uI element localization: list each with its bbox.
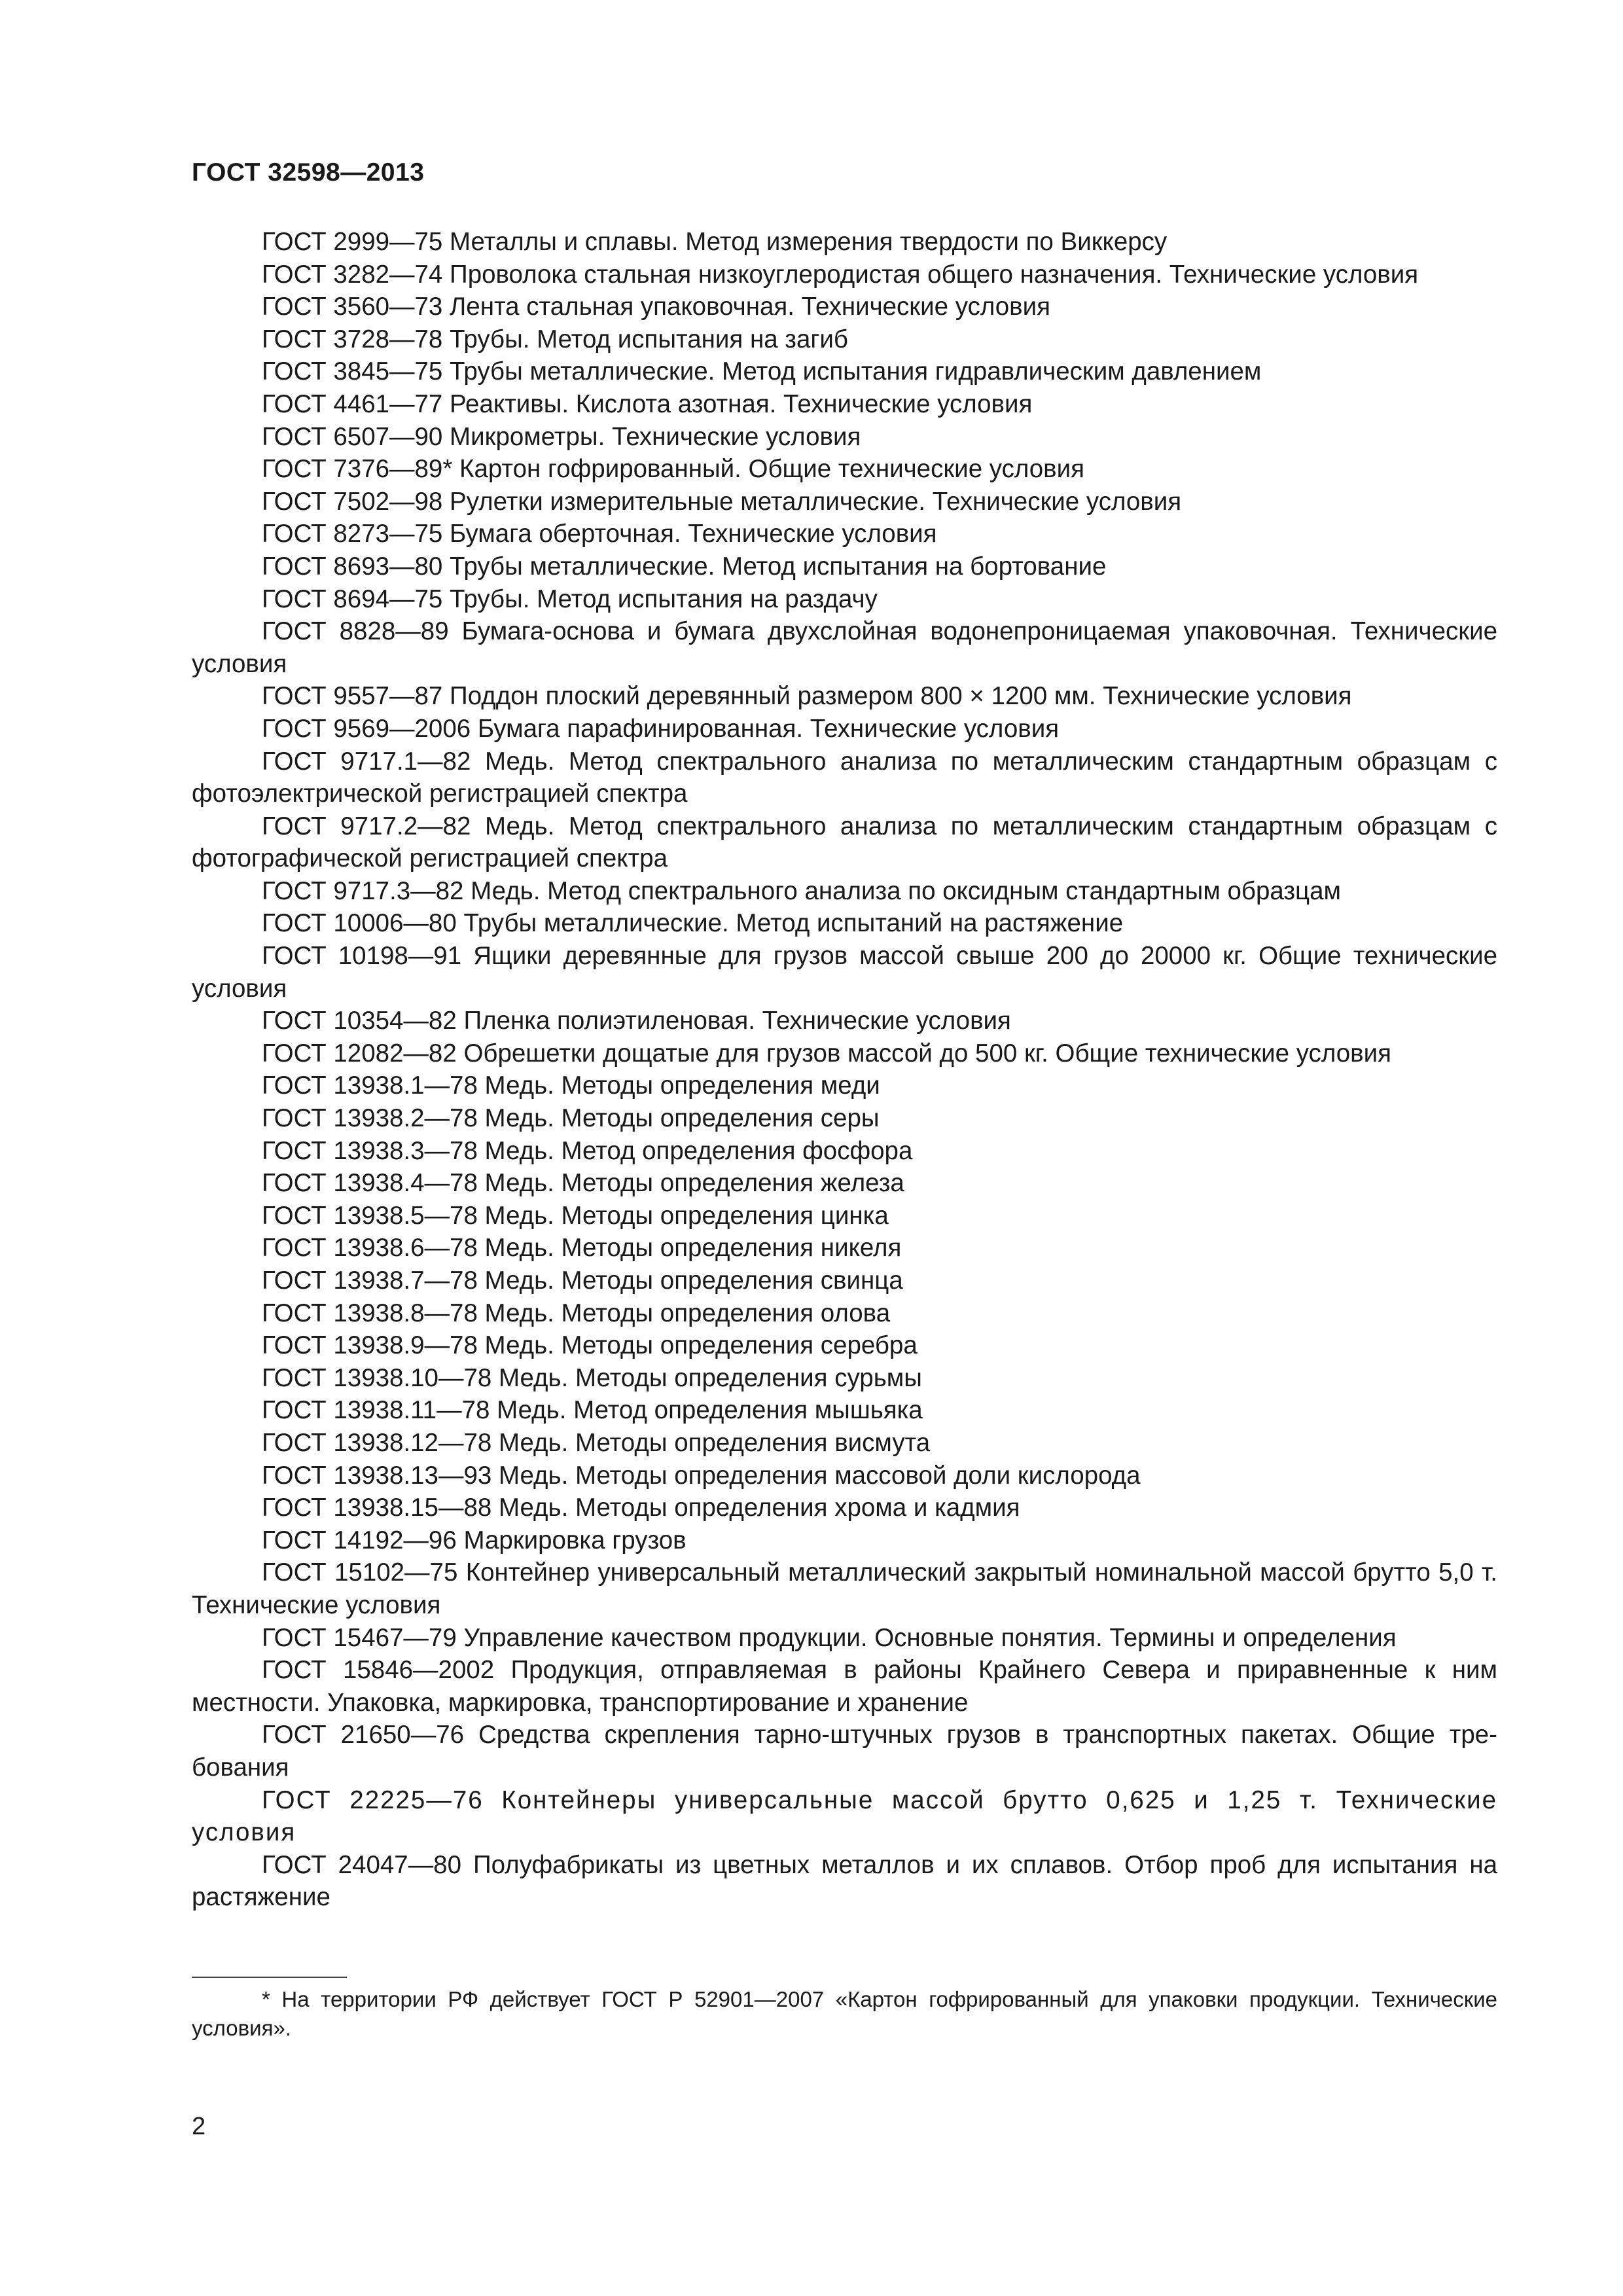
reference-item: ГОСТ 13938.6—78 Медь. Методы определения никеля [262,1234,902,1263]
document-header: ГОСТ 32598—2013 [192,158,425,187]
reference-item: ГОСТ 9557—87 Поддон плоский деревянный размером 800 × 1200 мм. Технические условия [262,682,1352,711]
reference-item: ГОСТ 13938.10—78 Медь. Методы определения сурьмы [262,1363,922,1392]
reference-item: ГОСТ 10198—91 Ящики деревянные для грузов массой свыше 200 до 20000 кг. Общие технические условия [192,942,1497,1003]
reference-item: ГОСТ 21650—76 Средства скрепления тарно-штучных грузов в транспортных пакетах. Общие требования [192,1721,1497,1782]
reference-item: ГОСТ 15846—2002 Продукция, отправляемая в районы Крайнего Севера и приравненные к ним местности. Упаковка, маркировка, транспортирование и хранение [192,1656,1497,1717]
reference-item: ГОСТ 13938.11—78 Медь. Метод определения мышьяка [262,1396,923,1425]
reference-item: ГОСТ 8693—80 Трубы металлические. Метод испытания на бортование [262,552,1107,581]
reference-item: ГОСТ 12082—82 Обрешетки дощатые для грузов массой до 500 кг. Общие технические условия [262,1039,1391,1067]
reference-item: ГОСТ 8694—75 Трубы. Метод испытания на раздачу [262,584,878,613]
reference-item: ГОСТ 13938.8—78 Медь. Методы определения олова [262,1299,891,1327]
footnote-separator [192,1977,347,1978]
reference-item: ГОСТ 2999—75 Металлы и сплавы. Метод измерения твердости по Виккерсу [262,228,1168,256]
reference-item: ГОСТ 13938.15—88 Медь. Методы определения хрома и кадмия [262,1494,1020,1522]
reference-item: ГОСТ 3282—74 Проволока стальная низкоуглеродистая общего назначения. Технические условия [262,260,1419,289]
footnote-text: * На территории РФ действует ГОСТ Р 52901—2007 «Картон гофрированный для упаковки продукции. Технические условия». [192,1987,1497,2040]
reference-item: ГОСТ 15467—79 Управление качеством продукции. Основные понятия. Термины и определения [262,1623,1397,1652]
reference-item: ГОСТ 14192—96 Маркировка грузов [262,1526,687,1554]
reference-item: ГОСТ 3728—78 Трубы. Метод испытания на загиб [262,325,848,353]
reference-item: ГОСТ 4461—77 Реактивы. Кислота азотная. Технические условия [262,389,1033,418]
reference-item: ГОСТ 10006—80 Трубы металлические. Метод испытаний на растяжение [262,909,1124,938]
reference-item: ГОСТ 13938.3—78 Медь. Метод определения фосфора [262,1136,913,1165]
reference-item: ГОСТ 13938.13—93 Медь. Методы определения массовой доли кислорода [262,1461,1141,1490]
reference-item: ГОСТ 13938.1—78 Медь. Методы определения меди [262,1071,880,1100]
reference-item: ГОСТ 24047—80 Полуфабрикаты из цветных металлов и их сплавов. Отбор проб для испытания на растяжение [192,1850,1497,1912]
footnote [192,1985,1497,2043]
reference-item: ГОСТ 13938.2—78 Медь. Методы определения серы [262,1104,880,1133]
reference-item: ГОСТ 15102—75 Контейнер универсальный металлический закрытый номинальной массой брутто 5,0 т. Технические условия [192,1558,1497,1619]
reference-item: ГОСТ 13938.5—78 Медь. Методы определения цинка [262,1201,889,1230]
reference-item: ГОСТ 7502—98 Рулетки измерительные металлические. Технические условия [262,487,1182,516]
reference-item: ГОСТ 13938.9—78 Медь. Методы определения серебра [262,1331,918,1360]
reference-item: ГОСТ 8273—75 Бумага оберточная. Технические условия [262,520,937,548]
reference-item: ГОСТ 10354—82 Пленка полиэтиленовая. Технические условия [262,1007,1011,1035]
reference-item: ГОСТ 13938.4—78 Медь. Методы определения железа [262,1169,904,1198]
reference-item: ГОСТ 3560—73 Лента стальная упаковочная. Технические условия [262,293,1050,321]
reference-item: ГОСТ 8828—89 Бумага-основа и бумага двухслойная водонепроницаемая упаковочная. Технические условия [192,617,1497,678]
reference-item: ГОСТ 9569—2006 Бумага парафинированная. Технические условия [262,714,1060,743]
reference-item: ГОСТ 7376—89* Картон гофрированный. Общие технические условия [262,455,1084,484]
normative-references-list [192,226,1497,1914]
reference-item: ГОСТ 13938.7—78 Медь. Методы определения свинца [262,1266,903,1295]
reference-item: ГОСТ 22225—76 Контейнеры универсальные массой брутто 0,625 и 1,25 т. Технические условия [192,1785,1497,1847]
reference-item: ГОСТ 9717.1—82 Медь. Метод спектрального анализа по металлическим стандартным образцам с фотоэлектрической регистрацией спектра [192,747,1497,808]
reference-item: ГОСТ 13938.12—78 Медь. Методы определения висмута [262,1428,931,1457]
reference-item: ГОСТ 3845—75 Трубы металлические. Метод испытания гидравлическим давлением [262,357,1262,386]
reference-item: ГОСТ 9717.2—82 Медь. Метод спектрального анализа по металлическим стандартным образцам с фотографической регистрацией спектра [192,812,1497,873]
reference-item: ГОСТ 6507—90 Микрометры. Технические условия [262,422,861,451]
reference-item: ГОСТ 9717.3—82 Медь. Метод спектрального анализа по оксидным стандартным образцам [262,876,1341,905]
page-number: 2 [192,2113,206,2140]
